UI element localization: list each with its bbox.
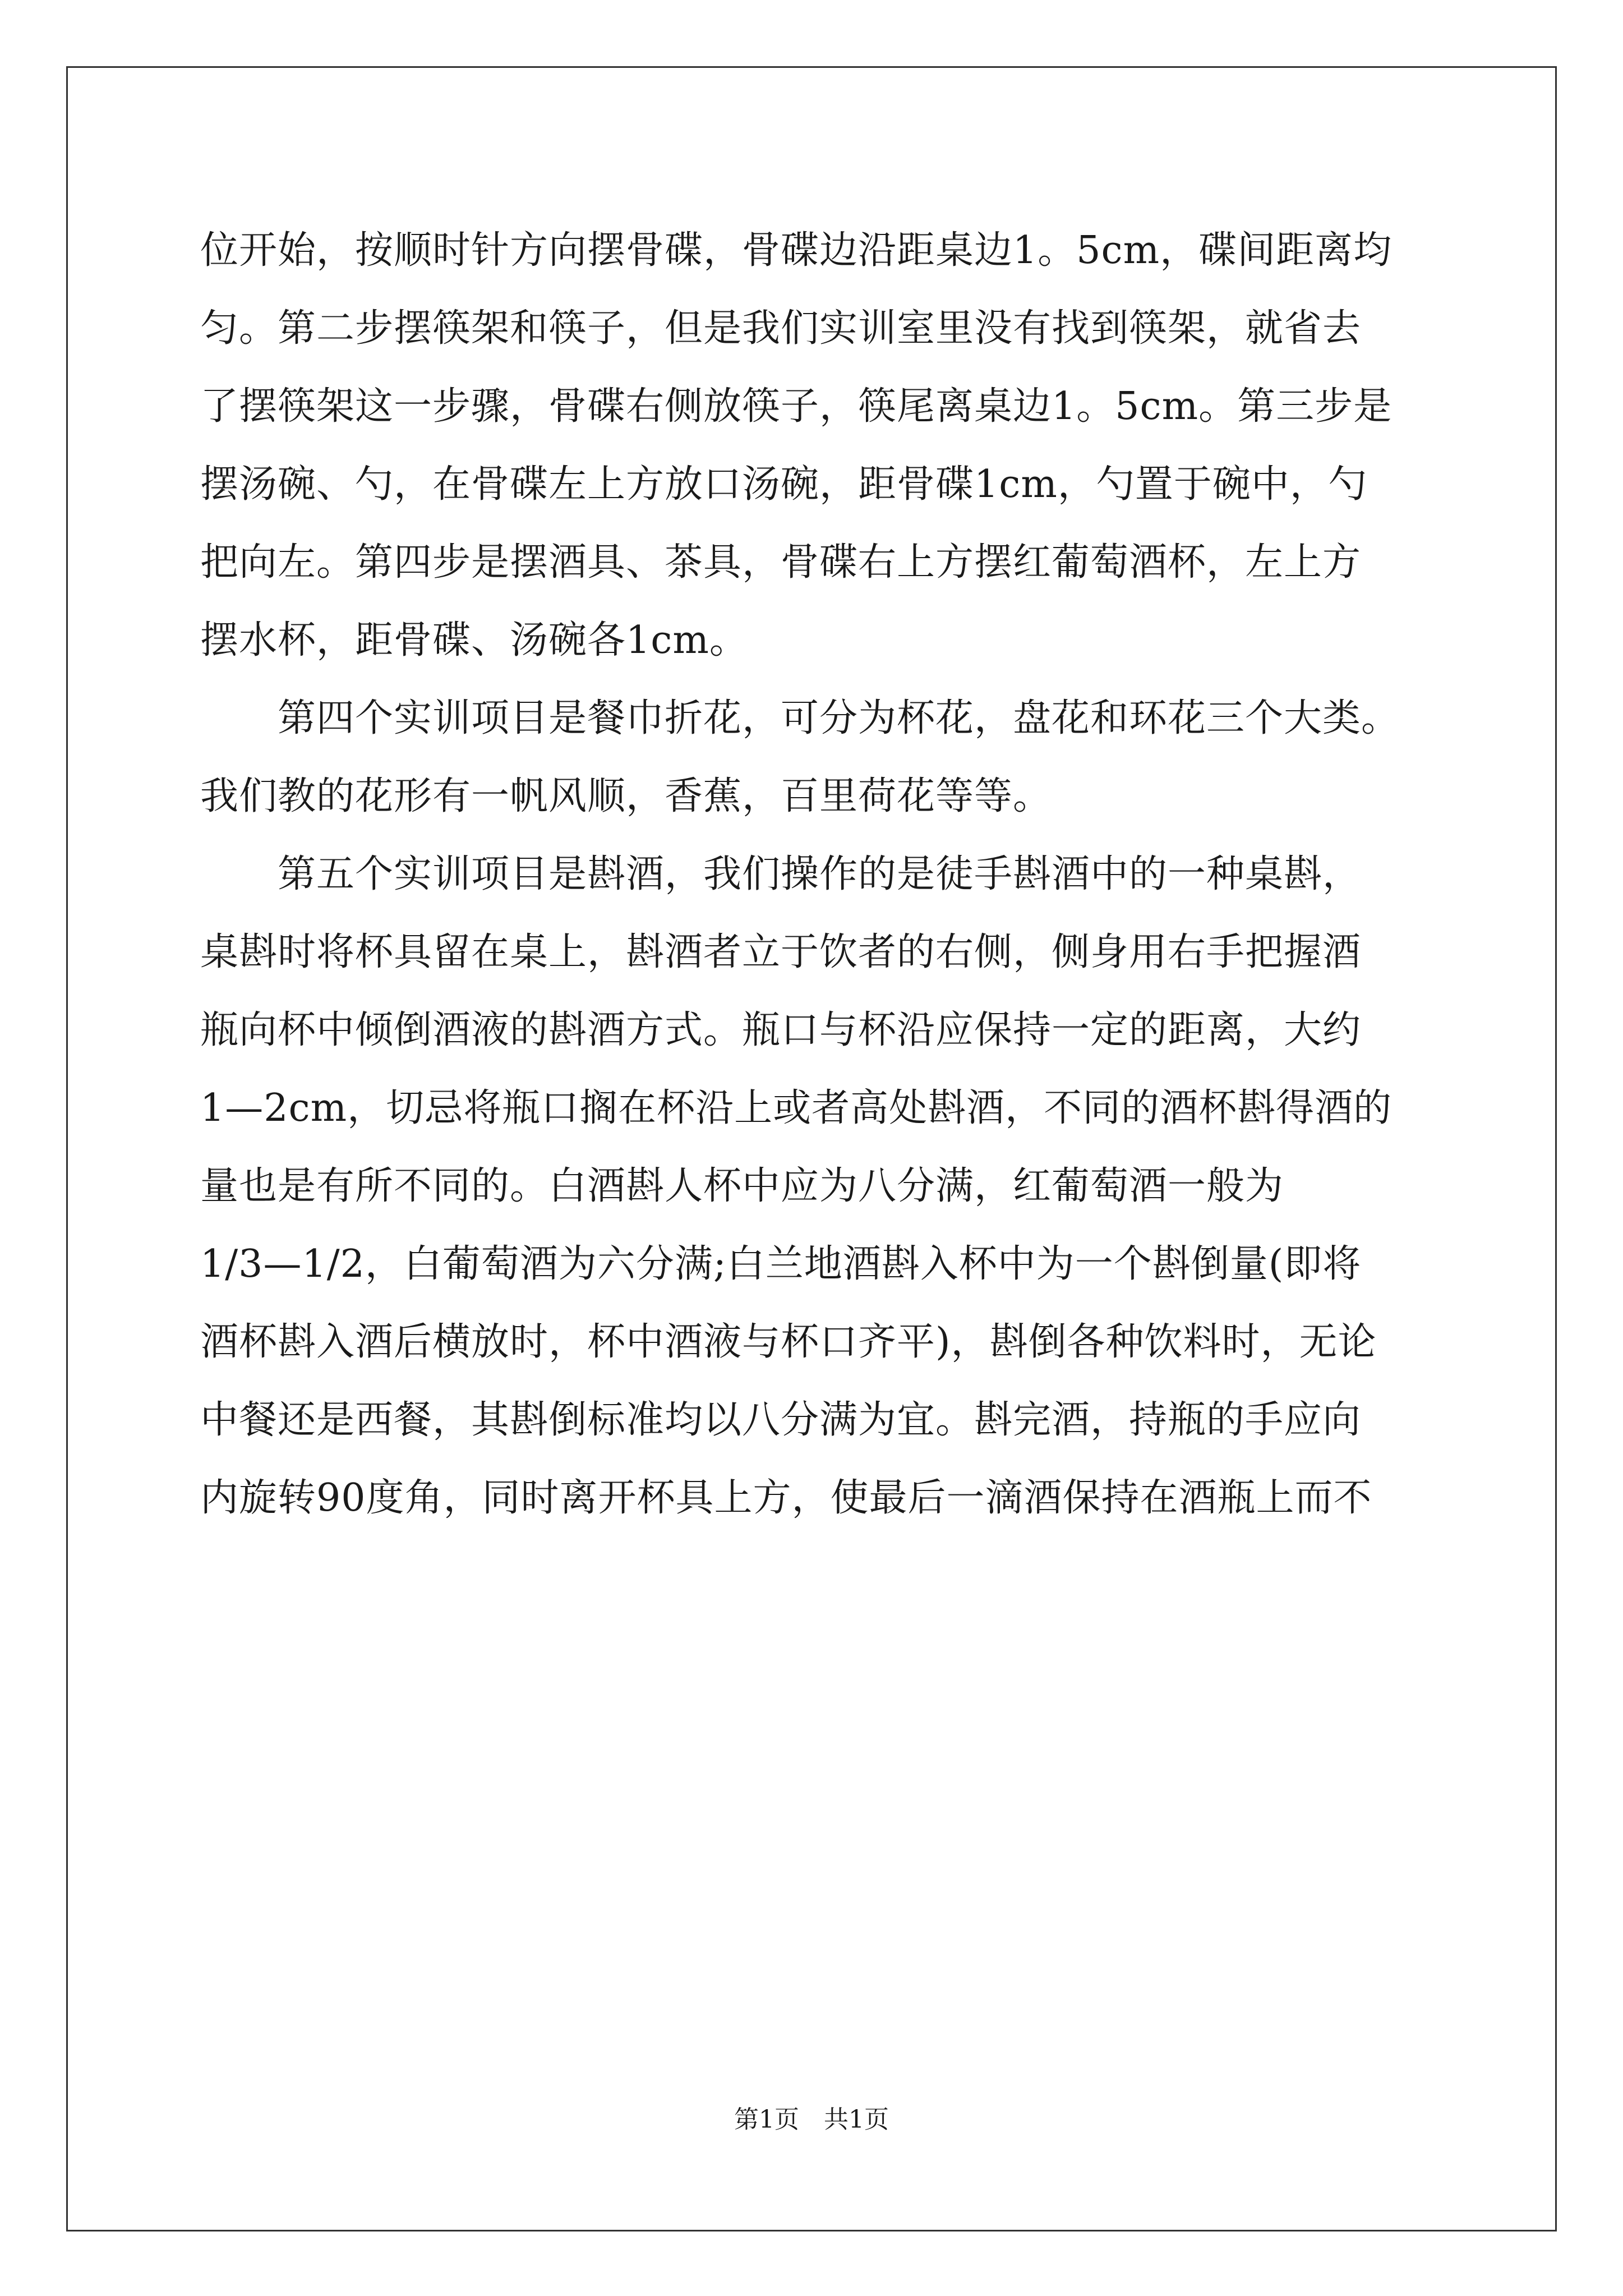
text-line: 位开始，按顺时针方向摆骨碟，骨碟边沿距桌边1。5cm，碟间距离均: [200, 228, 1393, 273]
text-line: 量也是有所不同的。白酒斟人杯中应为八分满，红葡萄酒一般为: [200, 1164, 1284, 1208]
page-footer: 第1页 共1页: [734, 2105, 889, 2134]
text-line: 把向左。第四步是摆酒具、茶具，骨碟右上方摆红葡萄酒杯，左上方: [200, 540, 1362, 585]
text-line: 摆水杯，距骨碟、汤碗各1cm。: [200, 618, 748, 662]
text-line: 第四个实训项目是餐巾折花，可分为杯花，盘花和环花三个大类。: [200, 696, 1400, 740]
text-line: 匀。第二步摆筷架和筷子，但是我们实训室里没有找到筷架，就省去: [200, 306, 1362, 351]
text-line: 1—2cm，切忌将瓶口搁在杯沿上或者高处斟酒，不同的酒杯斟得酒的: [200, 1086, 1393, 1130]
text-line: 了摆筷架这一步骤，骨碟右侧放筷子，筷尾离桌边1。5cm。第三步是: [200, 384, 1393, 429]
text-line: 第五个实训项目是斟酒，我们操作的是徒手斟酒中的一种桌斟，: [200, 852, 1362, 896]
text-line: 我们教的花形有一帆风顺，香蕉，百里荷花等等。: [200, 774, 1052, 818]
text-line: 内旋转90度角，同时离开杯具上方，使最后一滴酒保持在酒瓶上而不: [200, 1476, 1372, 1520]
text-line: 1/3—1/2，白葡萄酒为六分满;白兰地酒斟入杯中为一个斟倒量(即将: [200, 1242, 1362, 1286]
text-line: 桌斟时将杯具留在桌上，斟酒者立于饮者的右侧，侧身用右手把握酒: [200, 930, 1362, 974]
text-line: 摆汤碗、勺，在骨碟左上方放口汤碗，距骨碟1cm，勺置于碗中，勺: [200, 462, 1367, 507]
text-line: 中餐还是西餐，其斟倒标准均以八分满为宜。斟完酒，持瓶的手应向: [200, 1398, 1362, 1442]
text-line: 瓶向杯中倾倒酒液的斟酒方式。瓶口与杯沿应保持一定的距离，大约: [200, 1008, 1362, 1052]
text-line: 酒杯斟入酒后横放时，杯中酒液与杯口齐平)，斟倒各种饮料时，无论: [200, 1320, 1377, 1364]
